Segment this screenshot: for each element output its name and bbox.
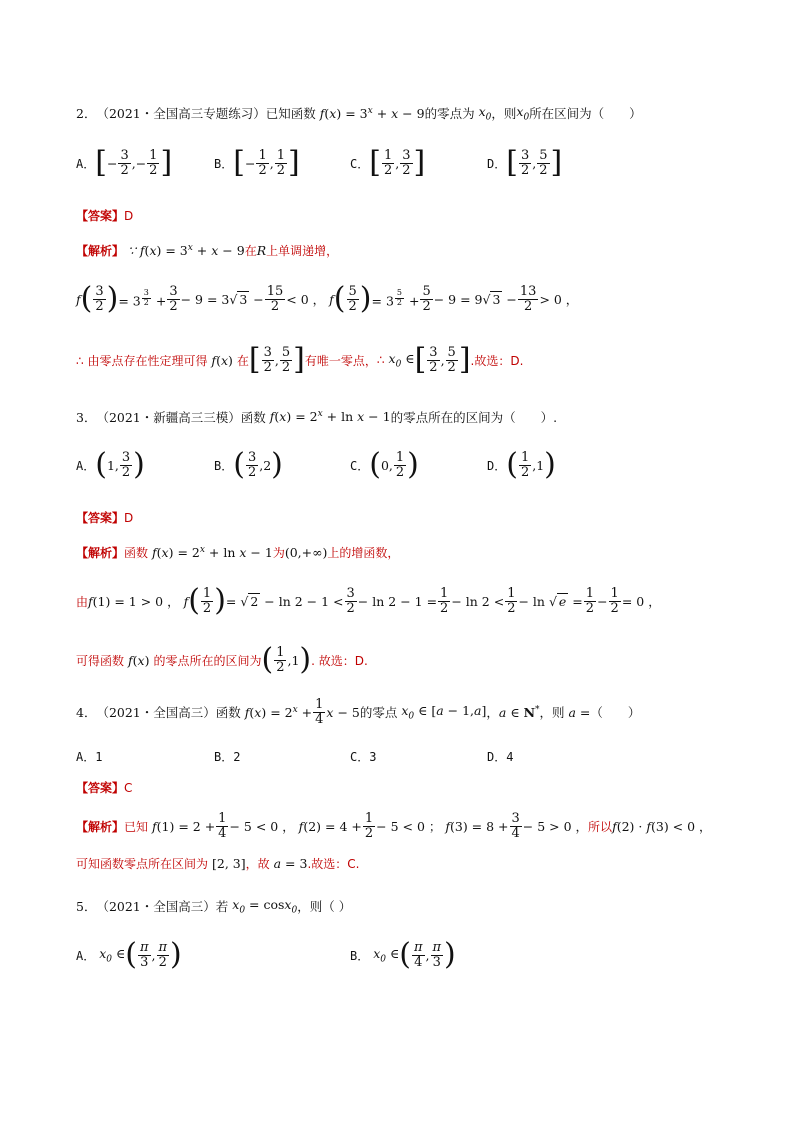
- analysis-text: ∴: [376, 353, 385, 367]
- option-label: A．: [76, 458, 96, 473]
- option-b: B．2: [214, 750, 241, 764]
- analysis-text: 上单调递增，: [266, 244, 339, 258]
- option-label: B．: [214, 458, 234, 473]
- analysis-line-3: ∴ 由零点存在性定理可得 f(x) 在 [ $\frac{3}{2}$ , $\frac{5}{2}$ ] 有唯一零点， ∴ $x_0$ ∈ [ $\frac{3}{2}$ , $\frac{5}{2}$ ] .故选：D.: [76, 342, 524, 377]
- question-text: ，: [486, 705, 499, 721]
- option-d: D． ( $\frac{1}{2}$ ,1 ): [487, 447, 556, 482]
- analysis-label: 【解析】: [76, 244, 125, 258]
- question-text: 若: [215, 899, 229, 915]
- answer-value: C: [124, 781, 133, 795]
- question-2-stem: [76, 104, 642, 123]
- question-number: 3．: [76, 410, 97, 425]
- question-number: 4．: [76, 705, 97, 721]
- answer-label: 【答案】: [76, 209, 125, 223]
- question-4-stem: 4． （2021・全国高三） 函数 $f(x) = 2^x$ + $\frac{1}{4}$ x − 5 的零点 $x_0$ ∈ [a − 1,a] ， a ∈ N* ，则 a = （ ）: [76, 697, 641, 727]
- analysis-text: 在: [244, 244, 257, 258]
- option-d: D．4: [487, 750, 514, 764]
- option-b: B． [ − $\frac{1}{2}$ , $\frac{1}{2}$ ]: [214, 145, 300, 180]
- answer-line: [76, 509, 133, 526]
- question-text: 的零点所在的区间为（ ）.: [390, 410, 558, 425]
- analysis-label: 【解析】: [76, 819, 125, 834]
- question-source: （2021・新疆高三三模）: [96, 410, 241, 425]
- option-a: A． [ − $\frac{3}{2}$ ,− $\frac{1}{2}$ ]: [76, 145, 173, 180]
- analysis-text: ∴ 由零点存在性定理可得: [76, 353, 208, 368]
- option-d: D． [ $\frac{3}{2}$ , $\frac{5}{2}$ ]: [487, 145, 563, 180]
- question-text: 函数: [215, 705, 241, 721]
- question-number: 2．: [76, 106, 97, 122]
- question-source: （2021・全国高三）: [96, 705, 216, 721]
- answer-line: [76, 779, 132, 796]
- analysis-text: 的零点所在的区间为: [153, 653, 262, 668]
- question-3-stem: 3． （2021・新疆高三三模） 函数 $f(x) = 2^x + \ln x - 1$ 的零点所在的区间为（ ）.: [76, 409, 558, 425]
- analysis-line-3: 可得函数 f(x) 的零点所在的区间为 ( $\frac{1}{2}$ ,1 ) . 故选：D.: [76, 642, 368, 677]
- analysis-line-1: 【解析】 函数 $f(x) = 2^x + \ln x - 1$ 为 (0,+∞) 上的增函数，: [76, 544, 400, 561]
- question-text: 函数: [240, 410, 266, 425]
- analysis-text: 可得函数: [76, 653, 125, 668]
- answer-value: D: [124, 209, 134, 223]
- answer-value: D: [124, 511, 134, 525]
- question-text: ，则（ ）: [297, 899, 352, 915]
- option-label: C．: [350, 156, 370, 171]
- analysis-line-1: 【解析】 已知 f(1) = 2 + $\frac{1}{4}$ − 5 < 0 ， f(2) = 4 + $\frac{1}{2}$ − 5 < 0 ； f(3) = 8 + $\frac{3}{4}$ − 5 > 0 ， 所以 f(2) · f(3) < 0 ，: [76, 811, 712, 841]
- option-b: B． $x_0$ ∈ ( $\frac{\pi}{4}$ , $\frac{\pi}{3}$ ): [350, 937, 456, 972]
- question-text: 的零点为: [424, 106, 475, 122]
- analysis-text: .故选：C.: [307, 857, 360, 871]
- question-source: （2021・全国高三）: [96, 899, 216, 915]
- analysis-text: 已知: [124, 819, 149, 834]
- option-c: C．3: [350, 750, 377, 764]
- option-label: A．: [76, 156, 96, 171]
- option-label: B．: [214, 156, 234, 171]
- option-label: C．: [350, 458, 370, 473]
- option-label: A．: [76, 948, 96, 963]
- question-text: ，则: [539, 705, 565, 721]
- option-c: C． ( 0, $\frac{1}{2}$ ): [350, 447, 419, 482]
- option-c: C． [ $\frac{1}{2}$ , $\frac{3}{2}$ ]: [350, 145, 426, 180]
- question-text: （ ）: [590, 705, 641, 721]
- answer-label: 【答案】: [76, 781, 125, 795]
- option-label: D．: [487, 458, 507, 473]
- analysis-label: 【解析】: [76, 546, 125, 560]
- analysis-text: 可知函数零点所在区间为: [76, 857, 209, 871]
- question-text: ，则: [491, 106, 517, 122]
- option-b: B． ( $\frac{3}{2}$ ,2 ): [214, 447, 283, 482]
- option-a: A． ( 1, $\frac{3}{2}$ ): [76, 447, 145, 482]
- formula: $f(x) = 3^x + x - 9$: [315, 105, 425, 121]
- question-5-stem: 5． （2021・全国高三） 若 $x_0 = \cos x_0$ ，则（ ）: [76, 897, 352, 916]
- analysis-text: 有唯一零点，: [304, 353, 377, 368]
- analysis-text: 在: [236, 353, 249, 368]
- formula: $x_0$: [474, 104, 492, 123]
- answer-label: 【答案】: [76, 511, 125, 525]
- question-source: （2021・全国高三专题练习）: [96, 106, 266, 122]
- option-label: D．: [487, 156, 507, 171]
- question-text: 已知函数: [265, 106, 316, 122]
- analysis-text: . 故选：D.: [311, 653, 368, 668]
- analysis-text: 上的增函数，: [327, 546, 400, 560]
- formula: $x_0$: [516, 104, 530, 123]
- analysis-line-2: f ( $\frac{3}{2}$ ) = 3 $^{\frac{3}{2}}$ + $\frac{3}{2}$ − 9 = 3√ 3 − $\frac{15}{2}$ < 0 ， f ( $\frac{5}{2}$ ) = 3 $^{\frac{5}{2}}$ + $\frac{5}{2}$ − 9 = 9√ 3 − $\frac{13}{2}$ > 0 ，: [76, 281, 579, 316]
- analysis-text: 由: [76, 594, 89, 609]
- answer-line: [76, 207, 133, 224]
- analysis-text: .故选：D.: [470, 353, 524, 368]
- analysis-line-1: 【解析】 ∵ $f(x) = 3^x + x - 9$ 在 R 上单调递增，: [76, 242, 339, 259]
- question-text: 的零点: [359, 705, 398, 721]
- option-label: B．: [350, 948, 370, 963]
- analysis-text: 函数: [124, 546, 149, 560]
- analysis-text: ，故: [245, 857, 270, 871]
- option-a: A． $x_0$ ∈ ( $\frac{\pi}{3}$ , $\frac{\pi}{2}$ ): [76, 937, 182, 972]
- analysis-text: 为: [272, 546, 285, 560]
- question-text: 所在区间为（ ）: [529, 106, 642, 122]
- analysis-line-2: 由 f(1) = 1 > 0 ， f ( $\frac{1}{2}$ ) = √ 2 − ln 2 − 1 < $\frac{3}{2}$ − ln 2 − 1 = $\frac{1}{2}$ − ln 2 < $\frac{1}{2}$ − ln √ e = $\frac{1}{2}$ − $\frac{1}{2}$ = 0 ，: [76, 583, 661, 618]
- question-number: 5．: [76, 899, 97, 915]
- analysis-line-2: 可知函数零点所在区间为 [2, 3] ，故 a = 3 .故选：C.: [76, 856, 360, 871]
- analysis-text: 所以: [588, 819, 613, 834]
- option-a: A．1: [76, 750, 103, 764]
